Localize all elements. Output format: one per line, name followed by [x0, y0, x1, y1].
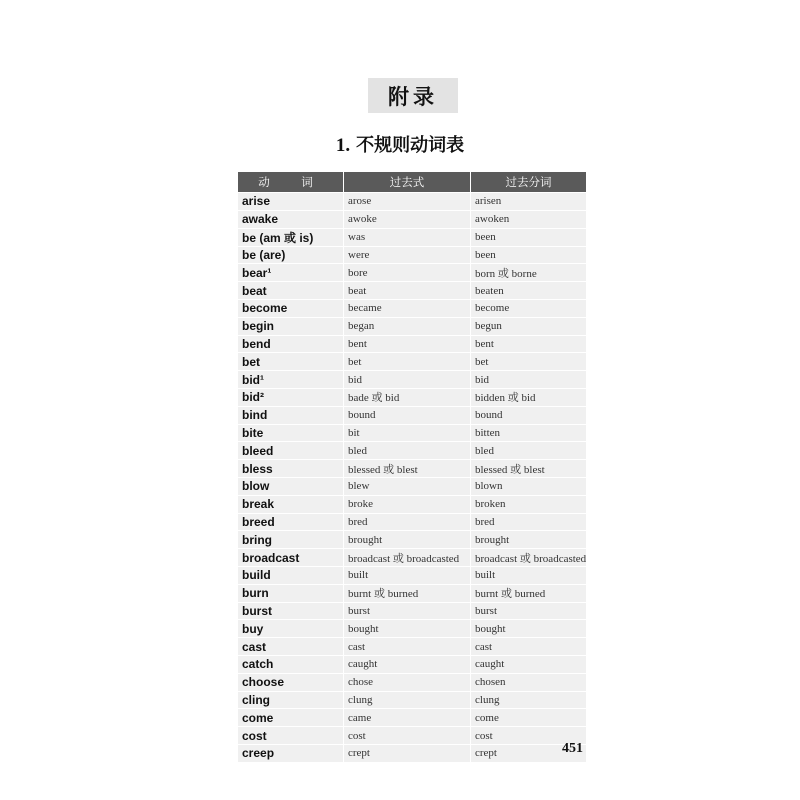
past-participle-cell: bent	[470, 335, 586, 353]
past-participle-cell: crept	[470, 744, 586, 762]
past-tense-cell: broke	[343, 495, 470, 513]
section-title	[0, 131, 800, 157]
verb-cell: breed	[238, 513, 343, 531]
past-participle-cell: built	[470, 566, 586, 584]
past-tense-cell: crept	[343, 744, 470, 762]
section-number: 1.	[335, 135, 351, 156]
verb-cell: become	[238, 299, 343, 317]
verb-cell: bid¹	[238, 370, 343, 388]
table-row	[238, 352, 586, 370]
past-participle-cell: beaten	[470, 281, 586, 299]
table-row	[238, 673, 586, 691]
past-participle-cell: brought	[470, 530, 586, 548]
appendix-label: 附录	[388, 84, 438, 109]
verb-cell: build	[238, 566, 343, 584]
table-row	[238, 406, 586, 424]
past-tense-cell: chose	[343, 673, 470, 691]
verb-cell: bend	[238, 335, 343, 353]
past-participle-cell: bought	[470, 619, 586, 637]
past-tense-cell: broadcast 或 broadcasted	[343, 548, 470, 566]
table-row	[238, 281, 586, 299]
table-header	[238, 172, 586, 192]
header-verb: 动 词	[238, 172, 343, 192]
past-participle-cell: been	[470, 246, 586, 264]
verb-cell: break	[238, 495, 343, 513]
verb-cell: cling	[238, 691, 343, 709]
table-row	[238, 441, 586, 459]
past-tense-cell: became	[343, 299, 470, 317]
past-tense-cell: brought	[343, 530, 470, 548]
verb-cell: buy	[238, 619, 343, 637]
past-tense-cell: cost	[343, 726, 470, 744]
past-tense-cell: cast	[343, 637, 470, 655]
past-tense-cell: burnt 或 burned	[343, 584, 470, 602]
table-row	[238, 495, 586, 513]
past-tense-cell: bled	[343, 441, 470, 459]
past-tense-cell: bound	[343, 406, 470, 424]
verb-cell: creep	[238, 744, 343, 762]
table-row	[238, 584, 586, 602]
past-participle-cell: born 或 borne	[470, 263, 586, 281]
table-row	[238, 370, 586, 388]
verb-cell: begin	[238, 317, 343, 335]
past-tense-cell: blew	[343, 477, 470, 495]
past-tense-cell: clung	[343, 691, 470, 709]
header-past-participle: 过去分词	[470, 172, 586, 192]
past-participle-cell: chosen	[470, 673, 586, 691]
section-title-text: 不规则动词表	[356, 135, 465, 156]
past-tense-cell: bet	[343, 352, 470, 370]
table-row	[238, 513, 586, 531]
past-tense-cell: bid	[343, 370, 470, 388]
page-number: 451	[562, 741, 583, 756]
table-header-row	[238, 172, 586, 192]
table-row	[238, 655, 586, 673]
past-participle-cell: bound	[470, 406, 586, 424]
past-tense-cell: began	[343, 317, 470, 335]
past-tense-cell: were	[343, 246, 470, 264]
past-participle-cell: become	[470, 299, 586, 317]
table-row	[238, 726, 586, 744]
table-row	[238, 246, 586, 264]
past-tense-cell: built	[343, 566, 470, 584]
verb-cell: come	[238, 708, 343, 726]
past-participle-cell: arisen	[470, 192, 586, 210]
verb-cell: arise	[238, 192, 343, 210]
verb-cell: bid²	[238, 388, 343, 406]
table-row	[238, 317, 586, 335]
past-tense-cell: bought	[343, 619, 470, 637]
verb-cell: cast	[238, 637, 343, 655]
irregular-verbs-table	[238, 172, 586, 762]
table-row	[238, 424, 586, 442]
table-row	[238, 192, 586, 210]
table-row	[238, 263, 586, 281]
past-participle-cell: bled	[470, 441, 586, 459]
past-tense-cell: bit	[343, 424, 470, 442]
verb-cell: beat	[238, 281, 343, 299]
past-participle-cell: blown	[470, 477, 586, 495]
past-participle-cell: bid	[470, 370, 586, 388]
past-participle-cell: come	[470, 708, 586, 726]
verb-cell: be (are)	[238, 246, 343, 264]
past-tense-cell: bred	[343, 513, 470, 531]
past-tense-cell: burst	[343, 602, 470, 620]
past-participle-cell: burst	[470, 602, 586, 620]
verb-cell: bear¹	[238, 263, 343, 281]
verb-cell: cost	[238, 726, 343, 744]
table-row	[238, 228, 586, 246]
table-row	[238, 566, 586, 584]
past-tense-cell: came	[343, 708, 470, 726]
verb-cell: burn	[238, 584, 343, 602]
table-row	[238, 335, 586, 353]
past-participle-cell: broken	[470, 495, 586, 513]
verb-cell: bet	[238, 352, 343, 370]
verb-cell: broadcast	[238, 548, 343, 566]
verb-cell: bring	[238, 530, 343, 548]
past-participle-cell: clung	[470, 691, 586, 709]
past-tense-cell: blessed 或 blest	[343, 459, 470, 477]
table-row	[238, 691, 586, 709]
past-participle-cell: been	[470, 228, 586, 246]
verb-cell: bind	[238, 406, 343, 424]
past-participle-cell: bred	[470, 513, 586, 531]
header-past-tense: 过去式	[343, 172, 470, 192]
verb-cell: burst	[238, 602, 343, 620]
verb-cell: bless	[238, 459, 343, 477]
table-row	[238, 602, 586, 620]
past-tense-cell: beat	[343, 281, 470, 299]
past-tense-cell: awoke	[343, 210, 470, 228]
table-row	[238, 530, 586, 548]
table-row	[238, 744, 586, 762]
past-participle-cell: cast	[470, 637, 586, 655]
verb-cell: be (am 或 is)	[238, 228, 343, 246]
past-participle-cell: broadcast 或 broadcasted	[470, 548, 586, 566]
past-tense-cell: bade 或 bid	[343, 388, 470, 406]
table-row	[238, 299, 586, 317]
past-tense-cell: bore	[343, 263, 470, 281]
appendix-heading	[368, 78, 458, 113]
table-row	[238, 477, 586, 495]
table-row	[238, 708, 586, 726]
table-row	[238, 548, 586, 566]
past-participle-cell: cost	[470, 726, 586, 744]
past-participle-cell: burnt 或 burned	[470, 584, 586, 602]
past-participle-cell: blessed 或 blest	[470, 459, 586, 477]
table-body	[238, 192, 586, 762]
past-participle-cell: bitten	[470, 424, 586, 442]
past-participle-cell: caught	[470, 655, 586, 673]
verb-cell: bite	[238, 424, 343, 442]
past-participle-cell: awoken	[470, 210, 586, 228]
past-participle-cell: begun	[470, 317, 586, 335]
table-row	[238, 388, 586, 406]
table-row	[238, 637, 586, 655]
table-row	[238, 619, 586, 637]
past-participle-cell: bidden 或 bid	[470, 388, 586, 406]
verb-cell: blow	[238, 477, 343, 495]
verb-cell: awake	[238, 210, 343, 228]
verb-cell: catch	[238, 655, 343, 673]
table-row	[238, 210, 586, 228]
table-row	[238, 459, 586, 477]
past-tense-cell: arose	[343, 192, 470, 210]
past-participle-cell: bet	[470, 352, 586, 370]
past-tense-cell: bent	[343, 335, 470, 353]
verb-cell: choose	[238, 673, 343, 691]
past-tense-cell: caught	[343, 655, 470, 673]
past-tense-cell: was	[343, 228, 470, 246]
verb-cell: bleed	[238, 441, 343, 459]
